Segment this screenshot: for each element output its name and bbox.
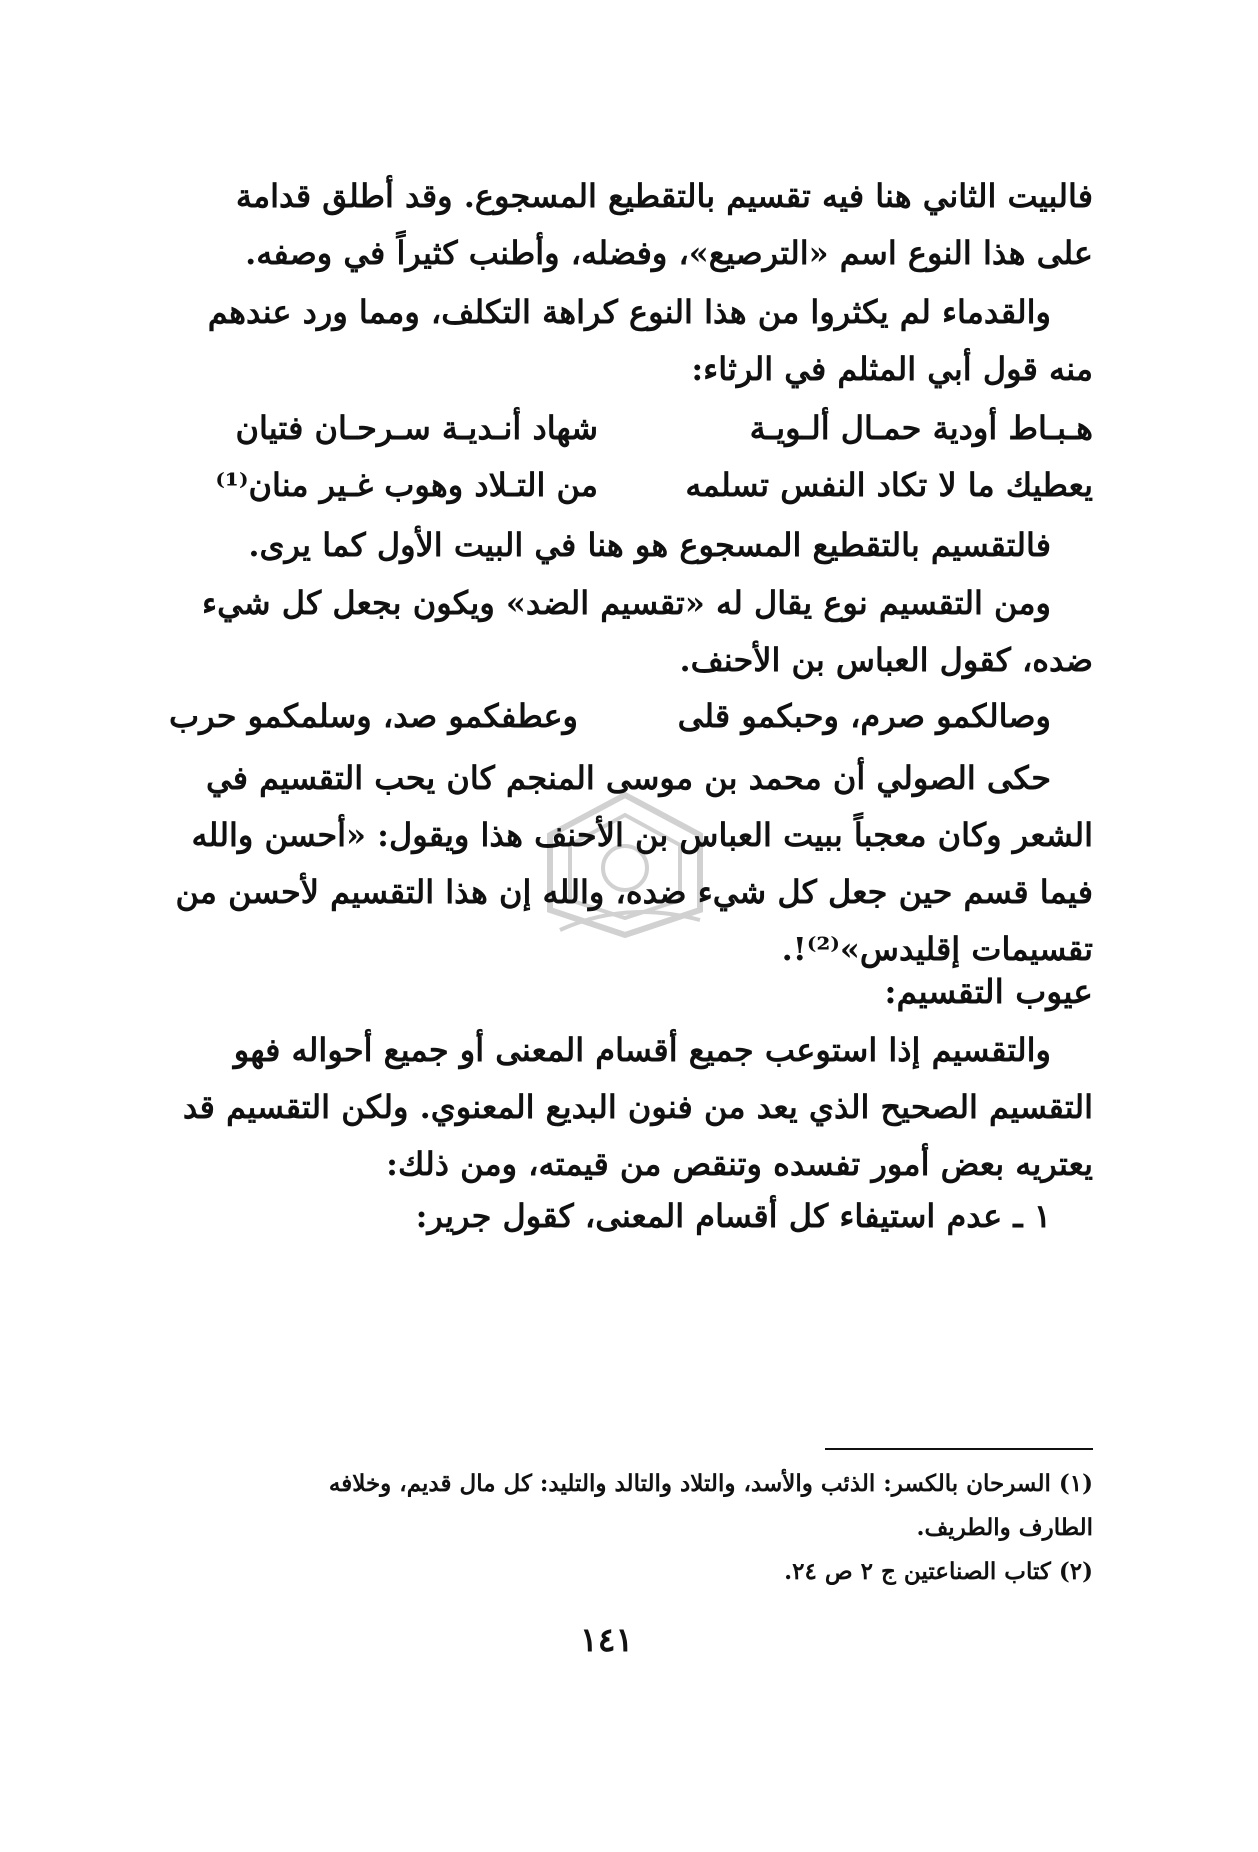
text-line: والتقسيم إذا استوعب جميع أقسام المعنى أو جميع أحواله فهو bbox=[233, 1031, 1051, 1069]
verse-row bbox=[158, 457, 1093, 514]
text-line: تقسيمات إقليدس»⁽²⁾!. bbox=[781, 930, 1093, 968]
text-line: يعتريه بعض أمور تفسده وتنقص من قيمته، ومن ذلك: bbox=[386, 1145, 1093, 1183]
text-line: ضده، كقول العباس بن الأحنف. bbox=[679, 641, 1093, 679]
text-line: التقسيم الصحيح الذي يعد من فنون البديع المعنوي. ولكن التقسيم قد bbox=[182, 1088, 1093, 1126]
text-line: منه قول أبي المثلم في الرثاء: bbox=[691, 350, 1093, 388]
footnotes bbox=[158, 1462, 1093, 1594]
verse-row bbox=[158, 688, 1093, 745]
verse-hemistich: من التـلاد وهوب غـير منان⁽¹⁾ bbox=[215, 466, 598, 504]
verse-hemistich: وعطفكمو صد، وسلمكمو حرب bbox=[168, 697, 578, 735]
paragraph-2 bbox=[158, 284, 1093, 398]
text-line: ١ ـ عدم استيفاء كل أقسام المعنى، كقول جرير: bbox=[415, 1197, 1051, 1235]
footnote-divider bbox=[825, 1448, 1093, 1450]
verse-hemistich: شهاد أنـديـة سـرحـان فتيان bbox=[235, 409, 598, 447]
list-item-1 bbox=[158, 1188, 1093, 1245]
poem-verses-1 bbox=[158, 400, 1093, 514]
verse-hemistich: وصالكمو صرم، وحبكمو قلى bbox=[677, 697, 1051, 735]
paragraph-1 bbox=[158, 168, 1093, 282]
text-line: ومن التقسيم نوع يقال له «تقسيم الضد» ويكون بجعل كل شيء bbox=[202, 584, 1051, 622]
section-heading: عيوب التقسيم: bbox=[884, 972, 1093, 1011]
footnote-1-continued: الطارف والطريف. bbox=[916, 1514, 1093, 1541]
text-line: فالبيت الثاني هنا فيه تقسيم بالتقطيع المسجوع. وقد أطلق قدامة bbox=[235, 177, 1093, 215]
verse-row bbox=[158, 400, 1093, 457]
verse-hemistich: هـبـاط أودية حمـال ألـويـة bbox=[749, 409, 1093, 447]
footnote-2: (٢) كتاب الصناعتين ج ٢ ص ٢٤. bbox=[784, 1558, 1093, 1585]
footnote-1: (١) السرحان بالكسر: الذئب والأسد، والتلاد والتالد والتليد: كل مال قديم، وخلافه bbox=[328, 1470, 1093, 1497]
paragraph-6 bbox=[158, 1022, 1093, 1193]
paragraph-5 bbox=[158, 750, 1093, 978]
verse-hemistich: يعطيك ما لا تكاد النفس تسلمه bbox=[685, 466, 1093, 504]
text-line: فيما قسم حين جعل كل شيء ضده، والله إن هذا التقسيم لأحسن من bbox=[175, 873, 1093, 911]
paragraph-4 bbox=[158, 575, 1093, 689]
text-line: حكى الصولي أن محمد بن موسى المنجم كان يحب التقسيم في bbox=[206, 759, 1051, 797]
text-line: على هذا النوع اسم «الترصيع»، وفضله، وأطنب كثيراً في وصفه. bbox=[245, 234, 1093, 272]
text-line: الشعر وكان معجباً ببيت العباس بن الأحنف هذا ويقول: «أحسن والله bbox=[191, 816, 1093, 854]
poem-verses-2 bbox=[158, 688, 1093, 745]
text-line: والقدماء لم يكثروا من هذا النوع كراهة التكلف، ومما ورد عندهم bbox=[207, 293, 1051, 331]
page-number: ١٤١ bbox=[580, 1620, 634, 1659]
text-line: فالتقسيم بالتقطيع المسجوع هو هنا في البيت الأول كما يرى. bbox=[248, 526, 1051, 564]
paragraph-3 bbox=[158, 517, 1093, 574]
